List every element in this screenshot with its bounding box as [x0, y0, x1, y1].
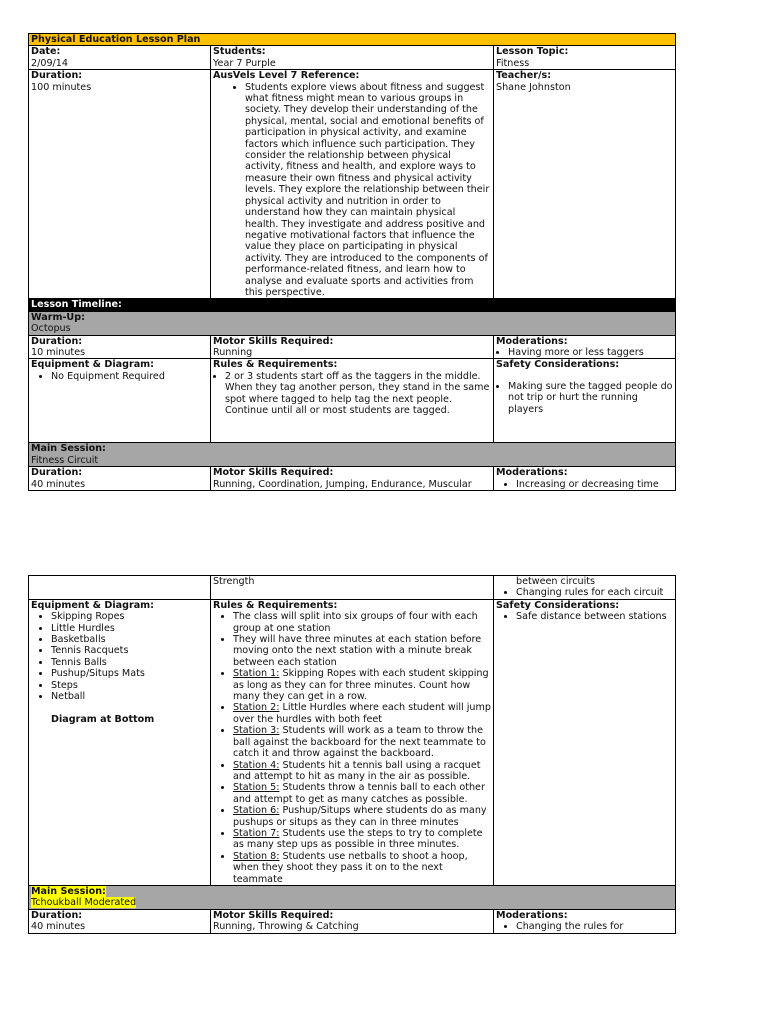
date-value: 2/09/14	[31, 57, 68, 69]
main2-section-name: Tchoukball Moderated	[31, 897, 137, 909]
rule-item: • The class will split into six groups of four with each group at one station	[233, 611, 491, 634]
main1-moderation-item: • Changing rules for each circuit	[516, 587, 673, 598]
main2-moderations-cell	[494, 909, 676, 933]
main2-duration-value: 40 minutes	[31, 921, 86, 933]
total-duration-value: 100 minutes	[31, 81, 92, 93]
station-label: Station 6:	[232, 805, 280, 817]
total-duration-cell	[29, 70, 211, 299]
warmup-rules-label: Rules & Requirements:	[212, 359, 338, 371]
ausvels-text: • Students explore views about fitness and suggest what fitness might mean to various groups in society. They develop their understanding of the physical, mental, social and emotional benefits of participation in physical activity, and examine factors which influence such participation. They consider the relationship between physical activity, fitness and health, and explore ways to measure their own fitness and physical activity levels. They explore the relationship between their physical activity and nutrition in order to understand how they can maintain physical health. They investigate and address positive and negative motivational factors that influence the value they place on participating in physical activity. They are introduced to the components of performance-related fitness, and learn how to analyse and evaluate sports and activities from this perspective.	[245, 82, 491, 299]
warmup-moderations-cell	[494, 335, 676, 359]
students-cell	[210, 46, 493, 70]
warmup-motor-label: Motor Skills Required:	[212, 335, 334, 347]
warmup-equipment-label: Equipment & Diagram:	[31, 359, 155, 371]
station-text: Pushup/Situps where students do as many pushups or situps as they can in three minutes	[232, 805, 487, 828]
main1-section-header	[29, 443, 676, 467]
teacher-value: Shane Johnston	[496, 81, 571, 93]
main1-equipment-cell	[29, 599, 211, 885]
warmup-safety-item: • Making sure the tagged people do not trip or hurt the running players	[508, 381, 673, 415]
main1-duration-label: Duration:	[31, 467, 83, 479]
warmup-equipment-item: • No Equipment Required	[51, 371, 208, 382]
station-label: Station 5:	[232, 782, 280, 794]
lesson-plan-page-1	[28, 33, 676, 491]
main2-motor-label: Motor Skills Required:	[212, 909, 334, 921]
warmup-moderation-item: • Having more or less taggers	[508, 347, 673, 358]
total-duration-label: Duration:	[31, 70, 83, 82]
warmup-section-header	[29, 311, 676, 335]
warmup-equipment-cell	[29, 359, 211, 443]
warmup-section-label: Warm-Up:	[31, 311, 85, 323]
equipment-item: • Little Hurdles	[51, 623, 208, 634]
warmup-moderations-label: Moderations:	[496, 335, 568, 347]
main1-motor-cell	[210, 467, 493, 491]
station-item	[233, 805, 491, 828]
warmup-rules-cell	[210, 359, 493, 443]
main1-motor-label: Motor Skills Required:	[212, 467, 334, 479]
station-item	[233, 828, 491, 851]
teacher-label: Teacher/s:	[496, 70, 552, 82]
station-text: Students use the steps to try to complete as many step ups as possible in three minutes.	[232, 827, 483, 851]
station-text: Students hit a tennis ball using a racquet and attempt to hit as many in the air as possible.	[232, 759, 481, 782]
warmup-duration-cell	[29, 335, 211, 359]
equipment-item: • Tennis Racquets	[51, 645, 208, 656]
main1-moderation-item-cont: between circuits	[516, 576, 596, 587]
warmup-rule-item: • 2 or 3 students start off as the taggers in the middle. When they tag another person, they stand in the same spot where tagged to help tag the next people. Continue until all or most students are tagged.	[225, 371, 491, 417]
station-label: Station 1:	[232, 668, 280, 680]
station-label: Station 7:	[232, 827, 280, 839]
warmup-motor-value: Running	[212, 346, 253, 358]
topic-label: Lesson Topic:	[496, 46, 569, 58]
main1-duration-cell	[29, 467, 211, 491]
equipment-item: • Basketballs	[51, 634, 208, 645]
station-text: Students will work as a team to throw the ball against the backboard for the next teammate to catch it and throw against the backboard.	[232, 725, 486, 760]
station-item	[233, 668, 491, 702]
station-text: Little Hurdles where each student will jump over the hurdles with both feet	[232, 702, 491, 725]
station-item	[233, 851, 491, 885]
main1-safety-label: Safety Considerations:	[496, 599, 620, 611]
main2-motor-value: Running, Throwing & Catching	[212, 921, 359, 933]
main1-moderations-label: Moderations:	[496, 467, 568, 479]
station-text: Students use netballs to shoot a hoop, when they shoot they pass it on to the next teammate	[232, 850, 468, 885]
diagram-note: Diagram at Bottom	[51, 714, 155, 726]
station-text: Students throw a tennis ball to each other and attempt to get as many catches as possible.	[232, 782, 485, 805]
rule-item: • They will have three minutes at each station before moving onto the next station with a minute break between each station	[233, 634, 491, 668]
main1-duration-cell-cont	[29, 576, 211, 600]
main1-section-label: Main Session:	[31, 443, 106, 455]
station-item	[233, 725, 491, 759]
main2-section-header	[29, 885, 676, 909]
main1-safety-item: • Safe distance between stations	[516, 611, 673, 622]
main1-section-name: Fitness Circuit	[31, 454, 99, 466]
warmup-motor-cell	[210, 335, 493, 359]
main1-equipment-label: Equipment & Diagram:	[31, 599, 155, 611]
main1-motor-cell-cont	[210, 576, 493, 600]
main1-moderations-cell	[494, 467, 676, 491]
topic-value: Fitness	[496, 57, 530, 69]
teacher-cell	[494, 70, 676, 299]
equipment-item: • Tennis Balls	[51, 657, 208, 668]
main1-motor-value-cont: Strength	[212, 576, 255, 587]
station-label: Station 8:	[232, 850, 280, 862]
station-item	[233, 760, 491, 783]
equipment-item: • Pushup/Situps Mats	[51, 668, 208, 679]
station-item	[233, 702, 491, 725]
main2-section-label: Main Session:	[31, 885, 106, 897]
warmup-duration-value: 10 minutes	[31, 346, 86, 358]
main2-moderations-label: Moderations:	[496, 909, 568, 921]
station-item	[233, 782, 491, 805]
main1-rules-label: Rules & Requirements:	[212, 599, 338, 611]
topic-cell	[494, 46, 676, 70]
equipment-item: • Skipping Ropes	[51, 611, 208, 622]
students-value: Year 7 Purple	[212, 57, 276, 69]
equipment-item: • Steps	[51, 680, 208, 691]
station-text: Skipping Ropes with each student skipping as long as they can for three minutes. Count how many they can get in a row.	[232, 668, 489, 703]
date-label: Date:	[31, 46, 61, 58]
warmup-section-name: Octopus	[31, 323, 71, 335]
main1-motor-value: Running, Coordination, Jumping, Endurance, Muscular	[212, 478, 472, 490]
lesson-plan-table-2	[28, 575, 676, 934]
main1-rules-cell	[210, 599, 493, 885]
main1-moderations-cell-cont	[494, 576, 676, 600]
main1-duration-value: 40 minutes	[31, 478, 86, 490]
students-label: Students:	[212, 46, 266, 58]
main2-moderation-item: • Changing the rules for	[516, 921, 673, 932]
lesson-plan-table-1	[28, 33, 676, 491]
station-label: Station 3:	[232, 725, 280, 737]
warmup-safety-cell	[494, 359, 676, 443]
warmup-duration-label: Duration:	[31, 335, 83, 347]
ausvels-cell	[210, 70, 493, 299]
main2-duration-label: Duration:	[31, 909, 83, 921]
main1-moderation-item: • Increasing or decreasing time	[516, 479, 673, 490]
warmup-safety-label: Safety Considerations:	[496, 359, 620, 371]
equipment-item: • Netball	[51, 691, 208, 702]
date-cell	[29, 46, 211, 70]
document-title: Physical Education Lesson Plan	[29, 34, 676, 46]
main2-motor-cell	[210, 909, 493, 933]
main1-safety-cell	[494, 599, 676, 885]
ausvels-label: AusVels Level 7 Reference:	[212, 70, 360, 82]
lesson-plan-page-2	[28, 575, 676, 934]
main2-duration-cell	[29, 909, 211, 933]
station-label: Station 2:	[232, 702, 280, 714]
lesson-timeline-heading: Lesson Timeline:	[29, 299, 676, 311]
station-label: Station 4:	[232, 759, 280, 771]
